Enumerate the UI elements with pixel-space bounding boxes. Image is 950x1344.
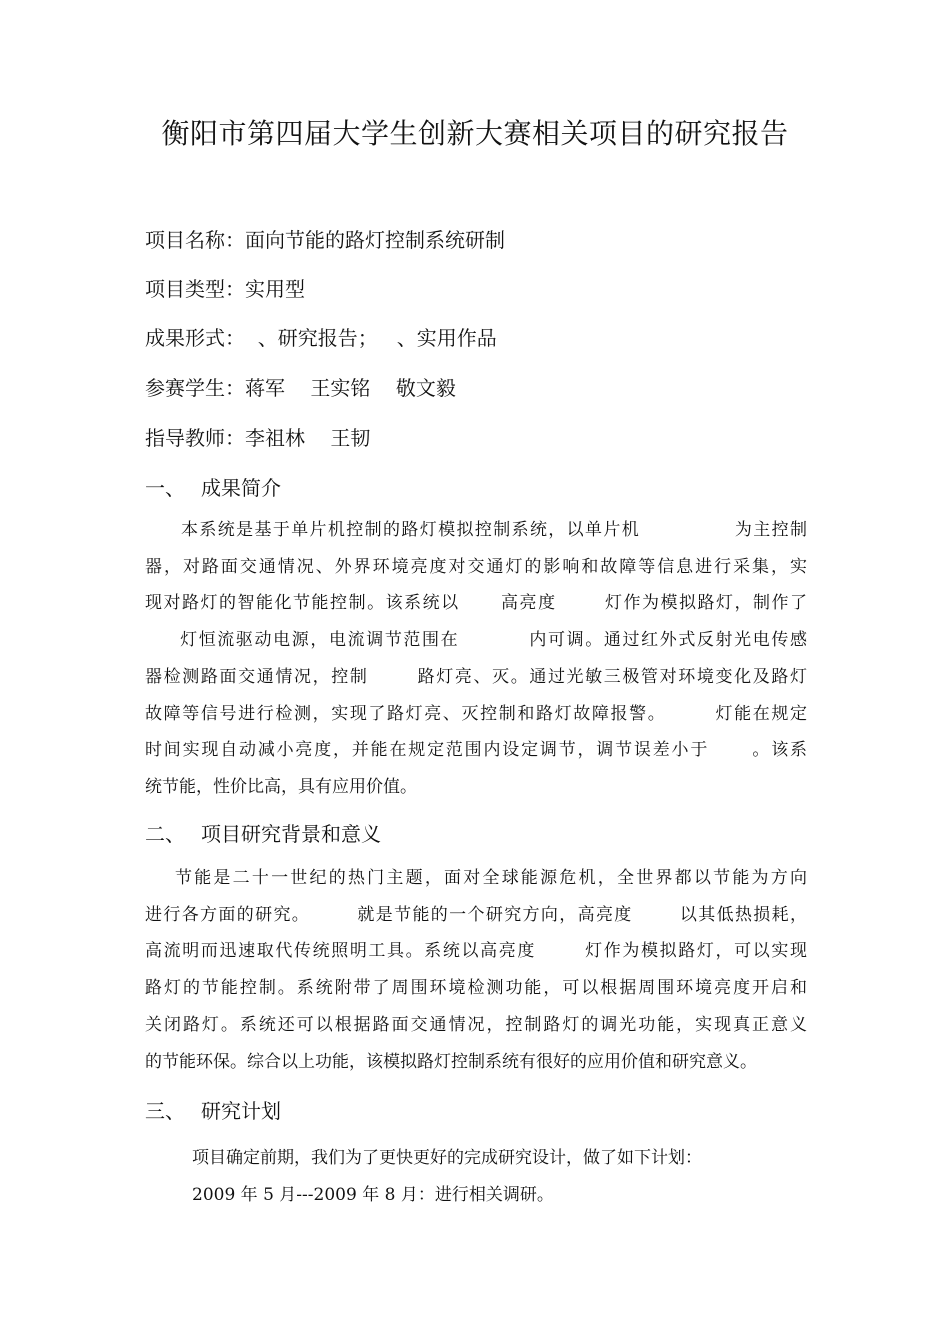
paragraph-line: 本系统是基于单片机控制的路灯模拟控制系统，以单片机 为主控制 <box>181 520 807 540</box>
paragraph-line: 器检测路面交通情况，控制 路灯亮、灭。通过光敏三极管对环境变化及路灯 <box>145 666 807 687</box>
section-number: 二、 <box>145 822 185 846</box>
meta-value: 蒋军 王实铭 敬文毅 <box>245 376 456 400</box>
meta-students <box>145 372 456 401</box>
meta-project-name <box>145 224 505 253</box>
paragraph-line: 进行各方面的研究。 就是节能的一个研究方向，高亮度 以其低热损耗， <box>145 904 807 925</box>
paragraph-line: 的节能环保。综合以上功能，该模拟路灯控制系统有很好的应用价值和研究意义。 <box>145 1051 757 1072</box>
section-number: 三、 <box>145 1099 185 1123</box>
section-number: 一、 <box>145 476 185 500</box>
meta-value: 面向节能的路灯控制系统研制 <box>245 228 505 252</box>
section1-paragraph <box>145 512 807 806</box>
meta-value: 李祖林 王韧 <box>245 426 371 450</box>
paragraph-line: 节能是二十一世纪的热门主题，面对全球能源危机，全世界都以节能为方向 <box>175 868 807 888</box>
section-heading-3 <box>145 1095 281 1124</box>
paragraph-line: 现对路灯的智能化节能控制。该系统以 高亮度 灯作为模拟路灯，制作了 <box>145 593 807 614</box>
paragraph-line: 路灯的节能控制。系统附带了周围环境检测功能，可以根据周围环境亮度开启和 <box>145 978 807 999</box>
paragraph-line: 故障等信号进行检测，实现了路灯亮、灭控制和路灯故障报警。 灯能在规定 <box>145 703 807 724</box>
meta-label: 项目名称： <box>145 228 245 252</box>
section-title: 项目研究背景和意义 <box>201 822 381 846</box>
plan-intro: 项目确定前期，我们为了更快更好的完成研究设计，做了如下计划： <box>192 1148 702 1168</box>
document-title: 衡阳市第四届大学生创新大赛相关项目的研究报告 <box>161 117 789 150</box>
meta-project-type <box>145 273 305 302</box>
meta-value: 实用型 <box>245 277 305 301</box>
section-title: 研究计划 <box>201 1099 281 1123</box>
paragraph-line: 时间实现自动减小亮度，并能在规定范围内设定调节，调节误差小于 。该系 <box>145 740 807 761</box>
section-heading-1 <box>145 472 281 501</box>
meta-value: 、研究报告； 、实用作品 <box>245 326 497 350</box>
plan-item: 2009 年 5 月---2009 年 8 月：进行相关调研。 <box>192 1185 554 1205</box>
section-heading-2 <box>145 818 381 847</box>
section2-paragraph <box>145 860 807 1080</box>
meta-label: 参赛学生： <box>145 376 245 400</box>
paragraph-line: 灯恒流驱动电源，电流调节范围在 内可调。通过红外式反射光电传感 <box>145 630 807 651</box>
meta-label: 项目类型： <box>145 277 245 301</box>
paragraph-line: 高流明而迅速取代传统照明工具。系统以高亮度 灯作为模拟路灯，可以实现 <box>145 941 807 962</box>
paragraph-line: 统节能，性价比高，具有应用价值。 <box>145 776 417 797</box>
meta-advisors <box>145 422 370 451</box>
meta-label: 指导教师： <box>145 426 245 450</box>
meta-label: 成果形式： <box>145 326 245 350</box>
section-title: 成果简介 <box>201 476 281 500</box>
paragraph-line: 器，对路面交通情况、外界环境亮度对交通灯的影响和故障等信息进行采集，实 <box>145 556 807 577</box>
meta-result-form <box>145 322 497 351</box>
paragraph-line: 关闭路灯。系统还可以根据路面交通情况，控制路灯的调光功能，实现真正意义 <box>145 1014 807 1035</box>
